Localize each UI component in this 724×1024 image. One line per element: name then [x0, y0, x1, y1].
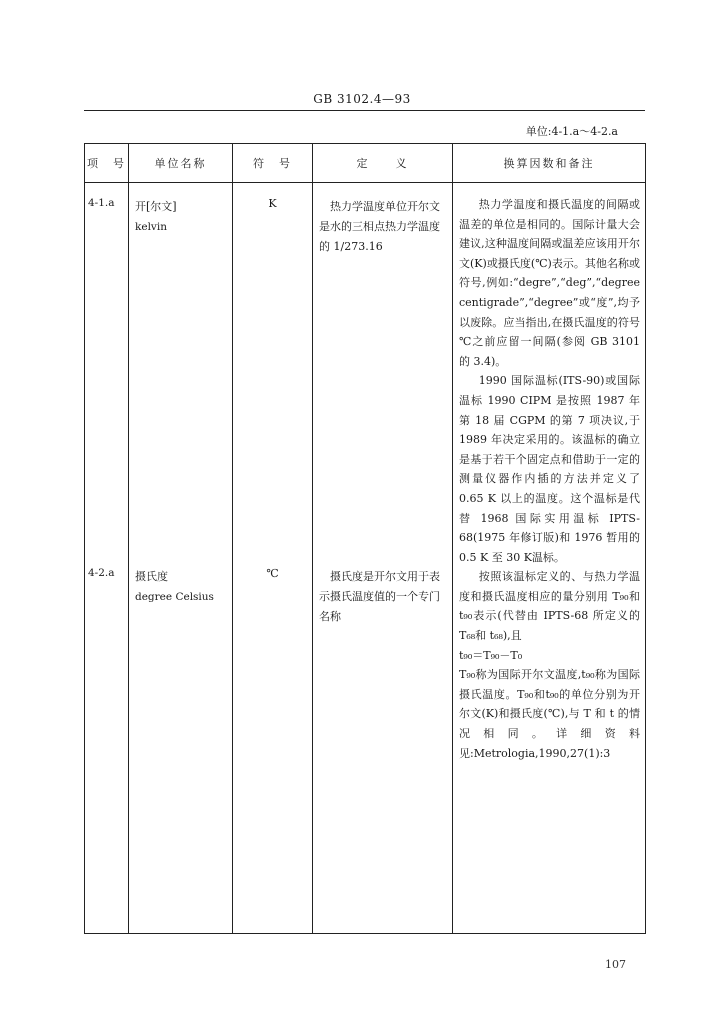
table-body-row	[85, 183, 646, 934]
remarks-text	[453, 183, 645, 763]
header-symbol: 符 号	[233, 144, 313, 183]
unit-symbol: K	[268, 197, 277, 210]
unit-name-column	[129, 183, 233, 934]
remark-paragraph: T₉₀称为国际开尔文温度,t₉₀称为国际摄氏温度。T₉₀和t₉₀的单位分别为开尔文(K)和摄氏度(℃),与 T 和 t 的情况相同。详细资料见:Metrologia,1990,27(1):3	[459, 668, 640, 760]
remark-paragraph: 按照该温标定义的、与热力学温度和摄氏温度相应的量分别用 T₉₀和 t₉₀表示(代替由 IPTS-68 所定义的 T₆₈和 t₆₈),且	[459, 570, 640, 643]
unit-name	[129, 197, 232, 237]
standard-code-header: GB 3102.4—93	[313, 92, 411, 106]
item-number-column	[85, 183, 129, 934]
unit-name-english: kelvin	[135, 221, 167, 233]
unit-name-english: degree Celsius	[135, 591, 214, 603]
header-conversion-remarks: 换算因数和备注	[453, 144, 646, 183]
unit-name-chinese: 开[尔文]	[135, 200, 177, 213]
header-definition: 定 义	[313, 144, 453, 183]
unit-definition: 摄氏度是开尔文用于表示摄氏温度值的一个专门名称	[319, 570, 440, 623]
unit-name	[129, 567, 232, 607]
unit-symbol: ℃	[266, 567, 279, 580]
unit-range-note: 单位:4-1.a～4-2.a	[525, 125, 618, 138]
table-header-row	[85, 144, 646, 183]
unit-definition: 热力学温度单位开尔文是水的三相点热力学温度的 1/273.16	[319, 200, 440, 253]
remarks-column	[453, 183, 646, 934]
symbol-column	[233, 183, 313, 934]
header-item-number: 项 号	[85, 144, 129, 183]
item-number: 4-1.a	[88, 197, 115, 209]
remark-formula: t₉₀＝T₉₀－T₀	[459, 648, 523, 662]
page-number: 107	[605, 958, 626, 971]
header-unit-name: 单位名称	[129, 144, 233, 183]
remark-paragraph: 热力学温度和摄氏温度的间隔或温差的单位是相同的。国际计量大会建议,这种温度间隔或温差应该用开尔文(K)或摄氏度(℃)表示。其他名称或符号,例如:“degre”,“deg”,“degree centigrade”,“degree”或“度”,均予以废除。应当指出,在摄氏温度的符号 ℃之前应留一间隔(参阅 GB 3101 的 3.4)。	[459, 198, 640, 368]
remark-paragraph: 1990 国际温标(ITS-90)或国际温标 1990 CIPM 是按照 1987 年第 18 届 CGPM 的第 7 项决议,于 1989 年决定采用的。该温标的确立是基于若干个固定点和借助于一定的测量仪器作内插的方法并定义了 0.65 K 以上的温度。这个温标是代替 1968 国际实用温标 IPTS-68(1975 年修订版)和 1976 暂用的 0.5 K 至 30 K温标。	[459, 374, 640, 564]
unit-name-chinese: 摄氏度	[135, 570, 168, 583]
units-table	[84, 143, 646, 934]
header-divider	[84, 110, 645, 111]
item-number: 4-2.a	[88, 567, 115, 579]
definition-column	[313, 183, 453, 934]
